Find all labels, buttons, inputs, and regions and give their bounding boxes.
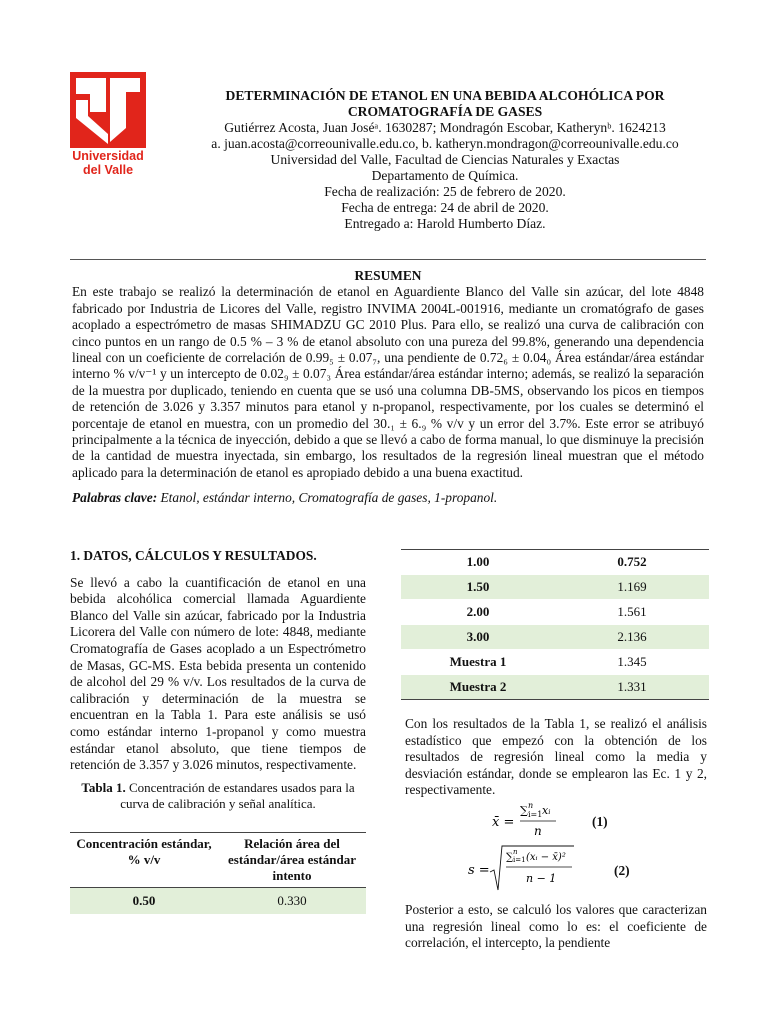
table-caption <box>70 780 366 812</box>
table-row <box>401 625 709 650</box>
equation-2-number: (2) <box>614 863 630 878</box>
keywords-text: Etanol, estándar interno, Cromatografía de gases, 1-propanol. <box>157 490 498 505</box>
equation-1-number: (1) <box>592 814 608 829</box>
table-cell-ratio: 0.752 <box>555 550 709 575</box>
svg-text:i=1: i=1 <box>528 810 543 819</box>
table-cell-concentration: 1.00 <box>401 550 555 575</box>
table-1-part-a <box>70 832 366 915</box>
abstract-text: En este trabajo se realizó la determinación de etanol en Aguardiente Blanco del Valle sin azúcar, del lote 4848 fabricado por Industria de Licores del Valle, registro INVIMA 2004L-001916, mediante un cromatógrafo de gases acoplado a espectrómetro de masas SHIMADZU GC 2010 Plus. Para ello, se realizó una curva de calibración con cinco puntos en un rango de 0.5 % – 3 % de etanol absoluto con una pureza del 99.8%, generando una dependencia lineal con un coeficiente de correlación de 0.99₅ ± 0.07₇, una pendiente de 0.72₆ ± 0.04₀ Área estándar/área estándar interno % v/v⁻¹ y un intercepto de 0.02₉ ± 0.07₃ Área estándar/área estándar interno; además, se realizó la separación de la muestra por duplicado, teniendo en cuenta que se usó una columna DB-5MS, observando los picos en tiempos de retención de 3.026 y 3.357 minutos para etanol y n-propanol, respectivamente, por los cuales se determinó el porcentaje de etanol en muestra, con un promedio del 30.₁ ± 6.₉ % v/v y un error del 3.7%. Este error se atribuyó principalmente a la técnica de inyección, debido a que se llevó a cabo de forma manual, lo que disminuye la precisión de la cantidad de muestra inyectada, sin embargo, los resultados de la regresión lineal muestran que el método aplicado para la determinación de etanol es apropiado debido a una buena exactitud. <box>72 284 704 480</box>
svg-text:(xᵢ − x̄)²: (xᵢ − x̄)² <box>526 852 566 863</box>
date-done: Fecha de realización: 25 de febrero de 2020. <box>324 184 566 199</box>
table-cell-concentration: 0.50 <box>70 888 218 915</box>
equation-std-dev <box>466 842 576 894</box>
svg-text:n: n <box>528 801 534 810</box>
table-cell-concentration: 2.00 <box>401 600 555 625</box>
svg-text:∑: ∑ <box>520 804 528 817</box>
table-caption-text: Concentración de estandares usados para la curva de calibración y señal analítica. <box>120 779 355 811</box>
right-paragraph-1: Con los resultados de la Tabla 1, se realizó el análisis estadístico que empezó con la obtención de los resultados de regresión lineal como la media y desviación estándar, donde se emplearon las Ec. 1 y 2, respectivamente. <box>405 716 707 798</box>
table-cell-ratio: 1.169 <box>555 575 709 600</box>
section-paragraph: Se llevó a cabo la cuantificación de etanol en una bebida alcohólica comercial llamada Aguardiente Blanco del Valle sin azúcar, fabricado por la Industria Licorera del Valle con número de lote: 4848, mediante Cromatografía de Gases acoplado a un Espectrómetro de Masas, GC-MS. Esta bebida presenta un contenido de alcohol del 29 % v/v. Los resultados de la curva de calibración y determinación de la muestra se encuentran en la Tabla 1. Para este análisis se usó como estándar interno 1-propanol y como muestra estándar etanol absoluto, que tiene tiempos de retención de 3.357 y 3.026 minutos, respectivamente. <box>70 574 366 773</box>
logo-text-line1: Universidad <box>72 149 144 163</box>
delivered-to: Entregado a: Harold Humberto Díaz. <box>344 216 546 231</box>
university-logo <box>70 72 146 176</box>
table-row <box>70 888 366 915</box>
department: Departamento de Química. <box>371 168 519 183</box>
paper-title-line1: DETERMINACIÓN DE ETANOL EN UNA BEBIDA ALCOHÓLICA POR <box>225 88 665 103</box>
author-emails: a. juan.acosta@correounivalle.edu.co, b. katheryn.mondragon@correounivalle.edu.co <box>211 136 679 151</box>
table-cell-ratio: 2.136 <box>555 625 709 650</box>
table-caption-label: Tabla 1. <box>81 779 126 795</box>
paper-header <box>145 88 745 232</box>
svg-text:n − 1: n − 1 <box>526 872 557 885</box>
table-cell-ratio: 1.331 <box>555 675 709 700</box>
table-cell-concentration: Muestra 2 <box>401 675 555 700</box>
table-row <box>401 550 709 575</box>
table-cell-ratio: 0.330 <box>218 888 366 915</box>
svg-text:∑: ∑ <box>506 852 514 863</box>
svg-text:xᵢ: xᵢ <box>542 804 551 817</box>
logo-text-line2: del Valle <box>82 163 134 176</box>
svg-text:n: n <box>534 824 542 838</box>
table-cell-concentration: 1.50 <box>401 575 555 600</box>
table-header-concentration: Concentración estándar, % v/v <box>70 833 218 888</box>
equation-mean <box>490 800 570 842</box>
university: Universidad del Valle, Facultad de Ciencias Naturales y Exactas <box>270 152 620 167</box>
abstract-heading: RESUMEN <box>354 268 422 283</box>
table-cell-ratio: 1.561 <box>555 600 709 625</box>
table-cell-concentration: Muestra 1 <box>401 650 555 675</box>
table-1-part-b <box>401 549 709 700</box>
date-due: Fecha de entrega: 24 de abril de 2020. <box>341 200 549 215</box>
table-cell-ratio: 1.345 <box>555 650 709 675</box>
table-row <box>401 675 709 700</box>
svg-text:n: n <box>513 848 518 856</box>
right-paragraph-2: Posterior a esto, se calculó los valores que caracterizan una regresión lineal como lo es: el coeficiente de correlación, el intercepto, la pendiente <box>405 902 707 951</box>
table-row <box>401 650 709 675</box>
abstract <box>72 268 704 481</box>
left-column <box>70 548 366 812</box>
section-title: 1. DATOS, CÁLCULOS Y RESULTADOS. <box>70 548 317 563</box>
authors: Gutiérrez Acosta, Juan Joséᵃ. 1630287; Mondragón Escobar, Katherynᵇ. 1624213 <box>224 120 666 135</box>
table-row <box>401 575 709 600</box>
table-header-row <box>70 833 366 888</box>
svg-text:x̄ =: x̄ = <box>492 815 515 830</box>
table-row <box>401 600 709 625</box>
keywords <box>72 490 704 506</box>
keywords-label: Palabras clave: <box>72 490 158 505</box>
svg-text:s =: s = <box>468 863 490 878</box>
paper-title-line2: CROMATOGRAFÍA DE GASES <box>347 104 543 119</box>
table-header-ratio: Relación área del estándar/área estándar intento <box>218 833 366 888</box>
header-divider <box>70 259 706 260</box>
svg-text:i=1: i=1 <box>513 856 526 864</box>
table-cell-concentration: 3.00 <box>401 625 555 650</box>
